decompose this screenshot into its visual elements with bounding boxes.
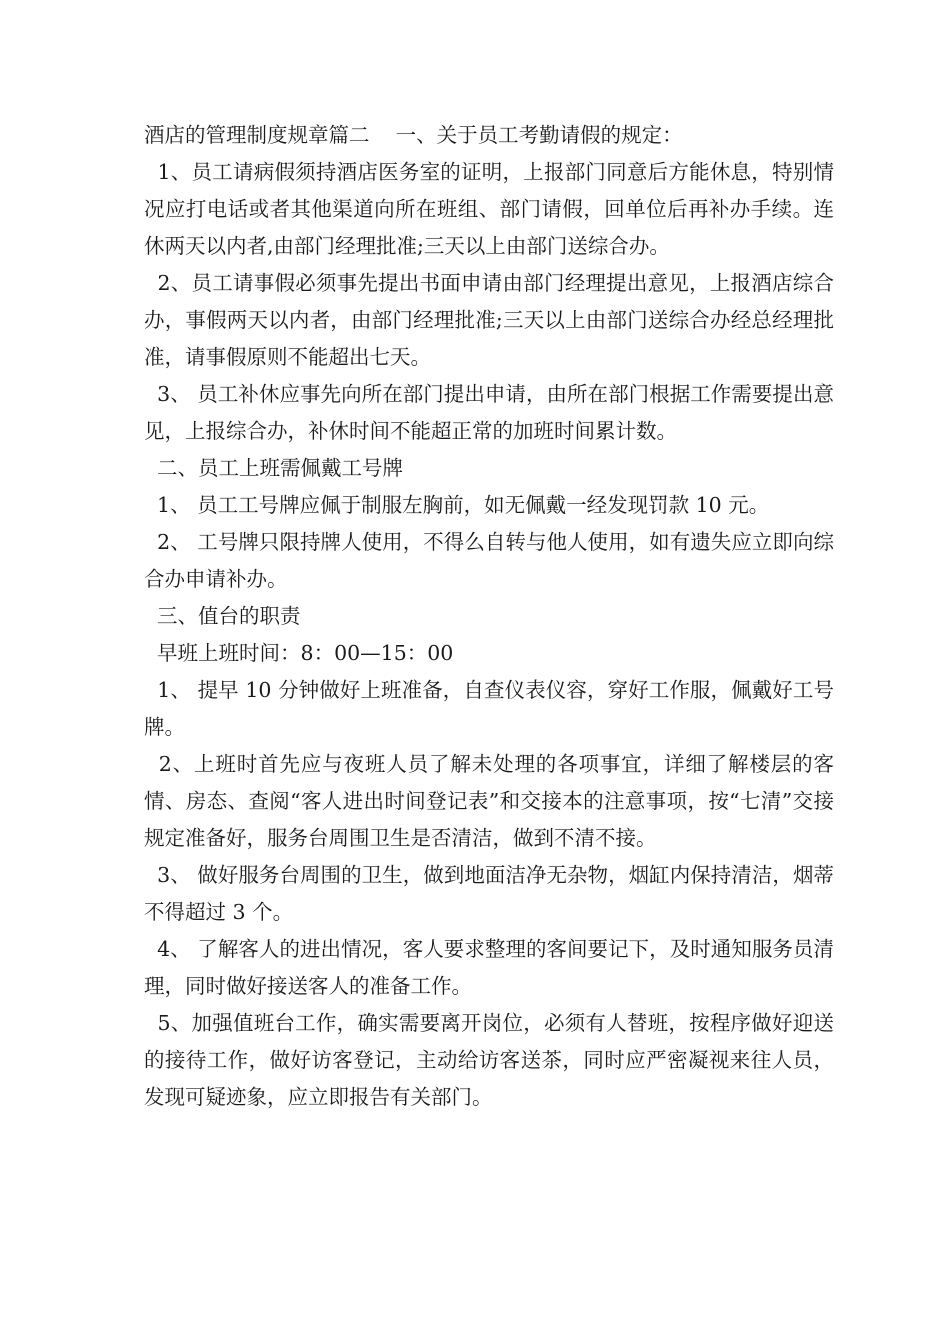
section-heading-badge: 二、员工上班需佩戴工号牌 xyxy=(144,456,404,480)
paragraph-duty-3: 3、 做好服务台周围的卫生，做到地面洁净无杂物，烟缸内保持清洁，烟蒂不得超过 3 个。 xyxy=(144,863,834,924)
morning-shift-time: 早班上班时间：8：00—15：00 xyxy=(144,641,454,665)
paragraph-duty-5: 5、加强值班台工作，确实需要离开岗位，必须有人替班，按程序做好迎送的接待工作，做好访客登记，主动给访客送茶，同时应严密凝视来往人员，发现可疑迹象，应立即报告有关部门。 xyxy=(144,1011,834,1109)
document-body xyxy=(144,117,834,1116)
paragraph-compensatory-leave: 3、 员工补休应事先向所在部门提出申请，由所在部门根据工作需要提出意见，上报综合办，补休时间不能超正常的加班时间累计数。 xyxy=(144,382,834,443)
paragraph-duty-2: 2、上班时首先应与夜班人员了解未处理的各项事宜，详细了解楼层的客情、房态、查阅“客人进出时间登记表”和交接本的注意事项，按“七清”交接规定准备好，服务台周围卫生是否清洁，做到不清不接。 xyxy=(144,752,834,850)
section-heading-duty: 三、值台的职责 xyxy=(144,604,301,628)
paragraph-badge-wearing: 1、 员工工号牌应佩于制服左胸前，如无佩戴一经发现罚款 10 元。 xyxy=(144,493,770,517)
paragraph-duty-4: 4、 了解客人的进出情况，客人要求整理的客间要记下，及时通知服务员清理，同时做好接送客人的准备工作。 xyxy=(144,937,834,998)
paragraph-sick-leave: 1、员工请病假须持酒店医务室的证明，上报部门同意后方能休息，特别情况应打电话或者其他渠道向所在班组、部门请假，回单位后再补办手续。连休两天以内者,由部门经理批准;三天以上由部门送综合办。 xyxy=(144,160,834,258)
document-heading-line: 酒店的管理制度规章篇二 一、关于员工考勤请假的规定： xyxy=(144,123,683,147)
paragraph-personal-leave: 2、员工请事假必须事先提出书面申请由部门经理提出意见，上报酒店综合办，事假两天以内者，由部门经理批准;三天以上由部门送综合办经总经理批准，请事假原则不能超出七天。 xyxy=(144,271,834,369)
paragraph-duty-1: 1、 提早 10 分钟做好上班准备，自查仪表仪容，穿好工作服，佩戴好工号牌。 xyxy=(144,678,834,739)
paragraph-badge-usage: 2、 工号牌只限持牌人使用，不得么自转与他人使用，如有遗失应立即向综合办申请补办。 xyxy=(144,530,834,591)
